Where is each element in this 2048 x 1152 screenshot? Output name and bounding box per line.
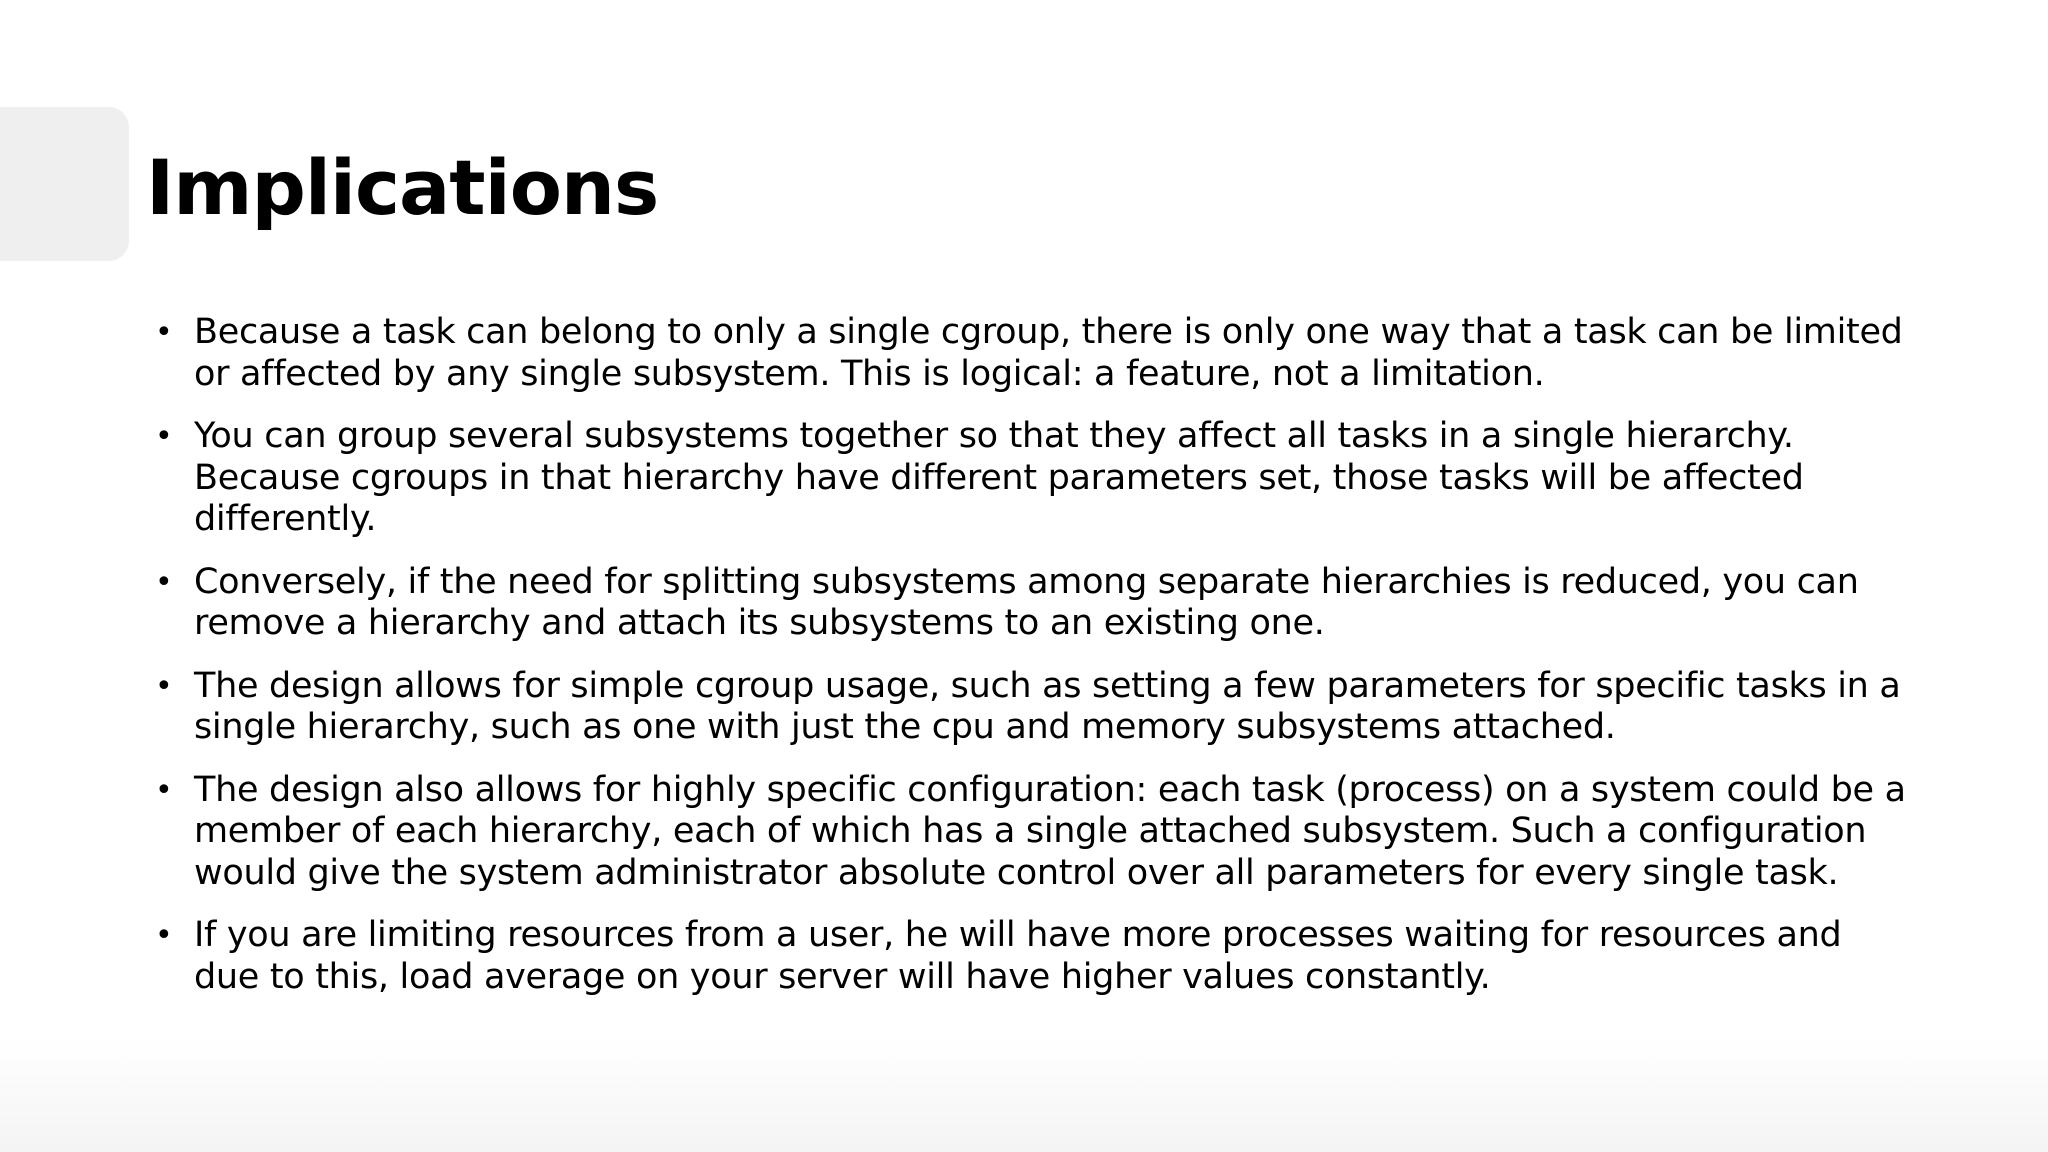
bullet-text: You can group several subsystems together so that they affect all tasks in a single hierarchy. Because cgroups in that hierarchy have different parameters set, those tasks will be affected differently. bbox=[194, 416, 1804, 539]
bullet-icon: • bbox=[155, 564, 173, 600]
bullet-text: Because a task can belong to only a single cgroup, there is only one way that a task can be limited or affected by any single subsystem. This is logical: a feature, not a limitation. bbox=[194, 312, 1903, 394]
bullet-item bbox=[149, 770, 1909, 895]
bullet-icon: • bbox=[155, 772, 173, 808]
bullet-item bbox=[149, 312, 1909, 395]
bullet-text: If you are limiting resources from a user, he will have more processes waiting for resources and due to this, load average on your server will have higher values constantly. bbox=[194, 915, 1842, 997]
bullet-text: The design allows for simple cgroup usage, such as setting a few parameters for specific tasks in a single hierarchy, such as one with just the cpu and memory subsystems attached. bbox=[194, 665, 1901, 747]
bullet-icon: • bbox=[155, 419, 173, 454]
title-accent-tab bbox=[0, 107, 129, 261]
bullet-icon: • bbox=[155, 315, 173, 350]
bullet-text: Conversely, if the need for splitting subsystems among separate hierarchies is reduced, you can remove a hierarchy and attach its subsystems to an existing one. bbox=[194, 561, 1859, 643]
bullet-item bbox=[149, 915, 1909, 998]
bullet-item bbox=[149, 562, 1909, 645]
slide-title: Implications bbox=[146, 143, 659, 232]
bullet-icon: • bbox=[155, 668, 173, 704]
bullet-item bbox=[149, 416, 1909, 541]
bullet-text: The design also allows for highly specific configuration: each task (process) on a system could be a member of each hierarchy, each of which has a single attached subsystem. Such a configuration would give the system administrator absolute control over all parameters for every single task. bbox=[194, 769, 1906, 893]
bullet-list bbox=[149, 312, 1909, 1019]
bullet-item bbox=[149, 666, 1909, 749]
bullet-icon: • bbox=[155, 918, 173, 953]
